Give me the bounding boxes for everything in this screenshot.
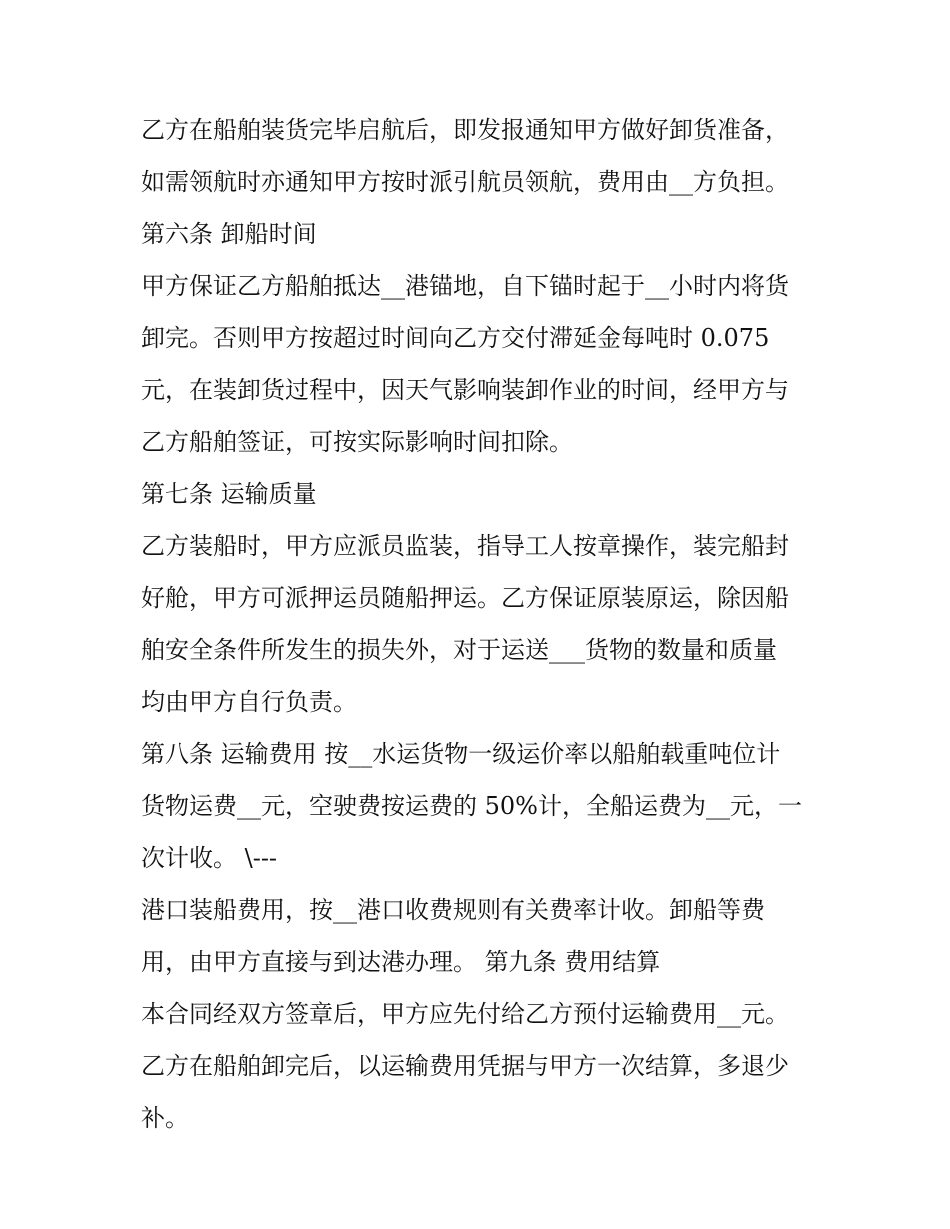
section-heading-article-8: 第八条 运输费用 按__水运货物一级运价率以船舶载重吨位计 — [141, 740, 781, 768]
text-line: 如需领航时亦通知甲方按时派引航员领航，费用由__方负担。 — [141, 168, 789, 196]
text-line: 补。 — [141, 1104, 189, 1132]
section-heading-article-7: 第七条 运输质量 — [141, 480, 317, 508]
text-line: 均由甲方自行负责。 — [141, 688, 357, 716]
text-line: 舶安全条件所发生的损失外，对于运送___货物的数量和质量 — [141, 636, 777, 664]
section-heading-article-6: 第六条 卸船时间 — [141, 220, 317, 248]
text-line: 本合同经双方签章后，甲方应先付给乙方预付运输费用__元。 — [141, 1000, 789, 1028]
text-line: 卸完。否则甲方按超过时间向乙方交付滞延金每吨时 0.075 — [141, 324, 770, 352]
text-line: 乙方在船舶装货完毕启航后，即发报通知甲方做好卸货准备， — [141, 116, 789, 144]
text-line: 乙方装船时，甲方应派员监装，指导工人按章操作，装完船封 — [141, 532, 789, 560]
text-line: 货物运费__元，空驶费按运费的 50%计，全船运费为__元，一 — [141, 792, 802, 820]
document-body — [141, 104, 831, 1144]
text-line: 乙方船舶签证，可按实际影响时间扣除。 — [141, 428, 573, 456]
text-line: 港口装船费用，按__港口收费规则有关费率计收。卸船等费 — [141, 896, 765, 924]
text-line: 甲方保证乙方船舶抵达__港锚地，自下锚时起于__小时内将货 — [141, 272, 789, 300]
text-line: 元，在装卸货过程中，因天气影响装卸作业的时间，经甲方与 — [141, 376, 789, 404]
text-line: 乙方在船舶卸完后，以运输费用凭据与甲方一次结算，多退少 — [141, 1052, 789, 1080]
text-line: 用，由甲方直接与到达港办理。 第九条 费用结算 — [141, 948, 661, 976]
text-line: 好舱，甲方可派押运员随船押运。乙方保证原装原运，除因船 — [141, 584, 789, 612]
text-line: 次计收。 \--- — [141, 844, 278, 872]
